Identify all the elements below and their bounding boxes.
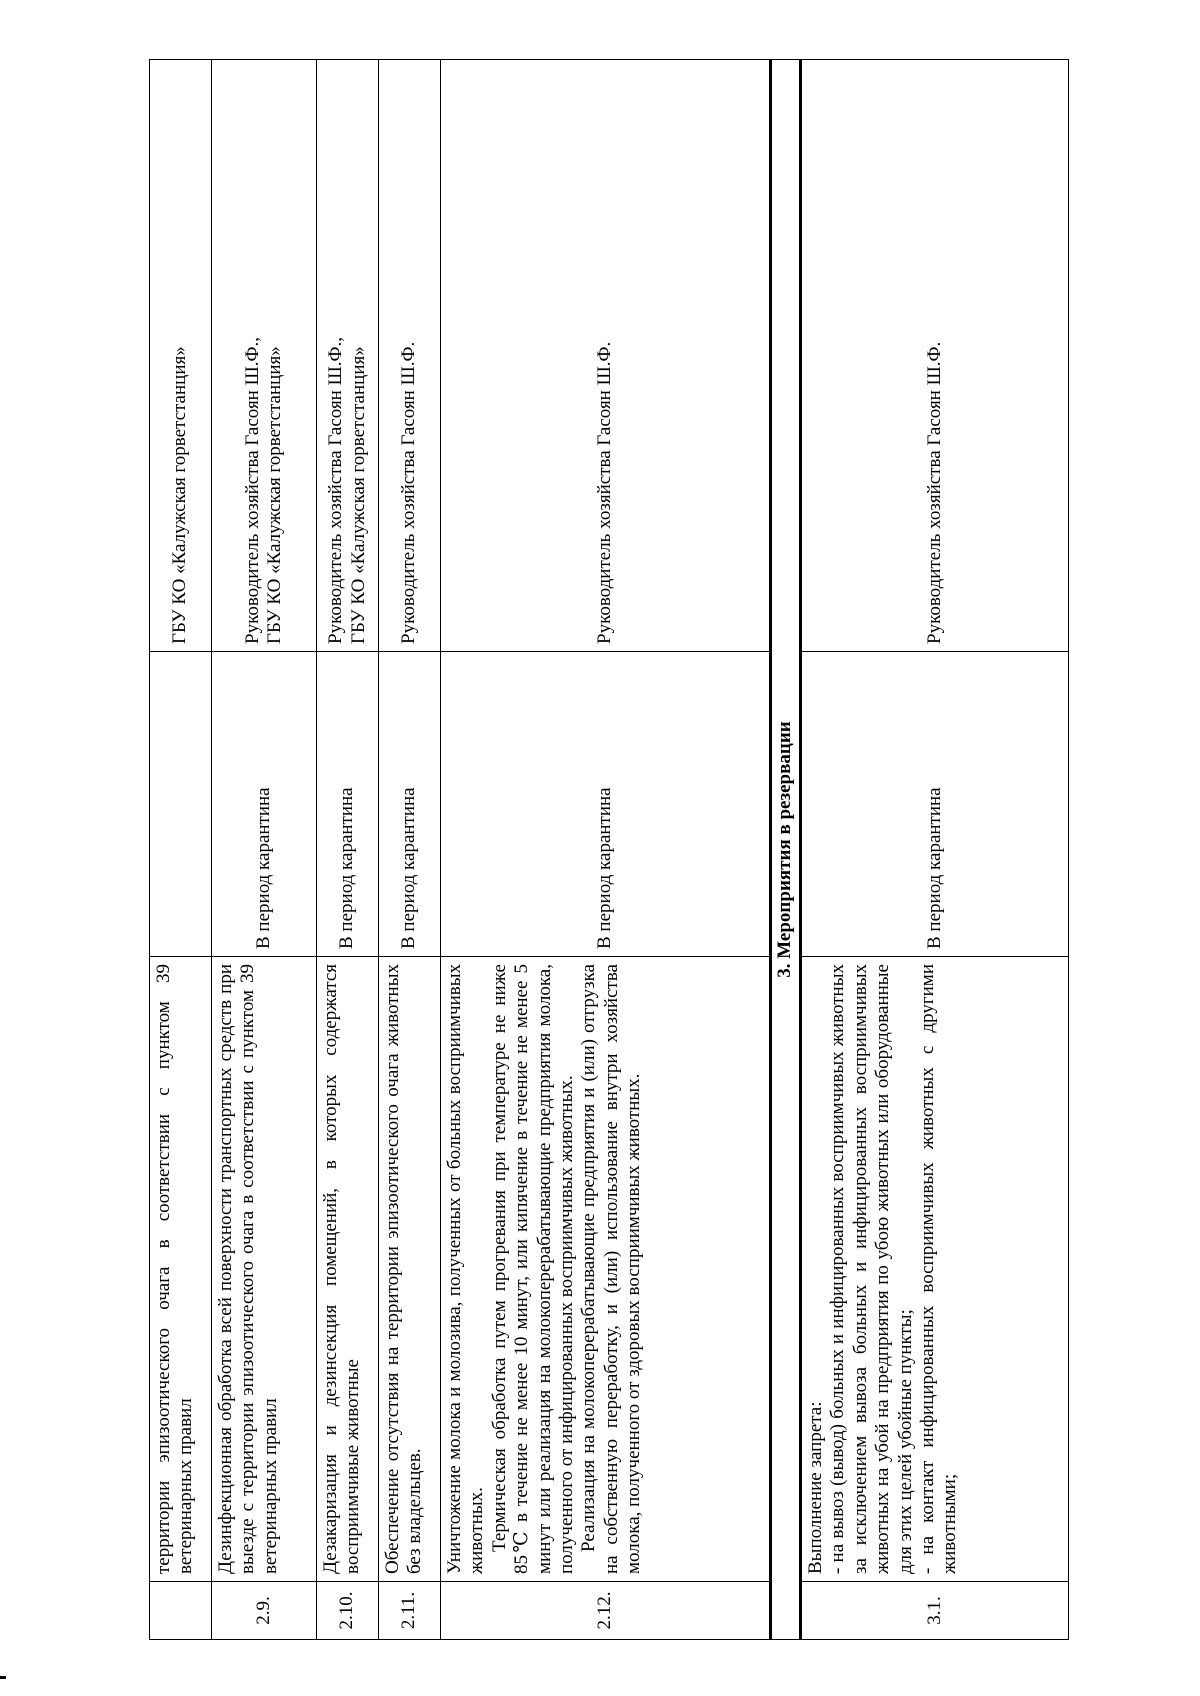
- term-cell: В период карантина: [441, 652, 771, 957]
- action-text: Обеспечение отсутствия на территории эпизоотического очага животных без владельцев.: [382, 964, 426, 1574]
- action-text: - на контакт инфицированных восприимчивых животных с другими животными;: [917, 964, 961, 1574]
- table-row: [212, 60, 317, 1640]
- table-row: [150, 60, 212, 1640]
- responsible-line: Руководитель хозяйства Гасоян Ш.Ф.: [593, 341, 615, 644]
- responsible-cell: [317, 60, 379, 652]
- responsible-line: Руководитель хозяйства Гасоян Ш.Ф.: [923, 341, 945, 644]
- quarantine-measures-table: [149, 59, 1069, 1640]
- action-text: Реализация на молокоперерабатывающие предприятия и (или) отгрузка на собственную переработку, и (или) использование внутри хозяйства молока, полученного от здоровых восприимчивых животных.: [578, 964, 645, 1574]
- scan-mark: [0, 1676, 6, 1679]
- row-number: 3.1.: [801, 1582, 1069, 1640]
- term-cell: В период карантина: [317, 652, 379, 957]
- responsible-line: Руководитель хозяйства Гасоян Ш.Ф.: [398, 341, 420, 644]
- table-row: [801, 60, 1069, 1640]
- responsible-cell: [379, 60, 441, 652]
- responsible-line: Руководитель хозяйства Гасоян Ш.Ф.,: [241, 336, 263, 644]
- responsible-line: Руководитель хозяйства Гасоян Ш.Ф.,: [325, 336, 347, 644]
- responsible-cell: [441, 60, 771, 652]
- table-row: [317, 60, 379, 1640]
- term-cell: В период карантина: [801, 652, 1069, 957]
- action-cell: [150, 957, 212, 1582]
- action-text: - на вывоз (вывод) больных и инфицированных восприимчивых животных за исключением вывоза больных и инфицированных восприимчивых животных на убой на предприятия по убою животных или оборудованные для этих целей убойные пункты;: [827, 964, 916, 1574]
- responsible-cell: [150, 60, 212, 652]
- row-number: 2.12.: [441, 1582, 771, 1640]
- section-title: 3. Мероприятия в резервации: [771, 60, 801, 1640]
- responsible-cell: [801, 60, 1069, 652]
- rotated-table-sheet: [149, 60, 1069, 1640]
- action-cell: [317, 957, 379, 1582]
- action-text: территории эпизоотического очага в соответствии с пунктом 39 ветеринарных правил: [153, 964, 197, 1574]
- action-text: Дезинфекционная обработка всей поверхности транспортных средств при выезде с территории эпизоотического очага в соответствии с пунктом 39 ветеринарных правил: [215, 964, 281, 1574]
- action-cell: [801, 957, 1069, 1582]
- action-text: Выполнение запрета:: [805, 1401, 826, 1574]
- action-cell: [379, 957, 441, 1582]
- action-text: Термическая обработка путем прогревания при температуре не ниже 85℃ в течение не менее 10 минут, или кипячение в течение не менее 5 минут или реализация на молокоперерабатывающие предприятия молока, полученного от инфицированных восприимчивых животных.: [488, 964, 578, 1574]
- section-header-row: [771, 60, 801, 1640]
- term-cell: [150, 652, 212, 957]
- action-cell: [441, 957, 771, 1582]
- action-text: Дезакаризация и дезинсекция помещений, в которых содержатся восприимчивые животные: [320, 964, 364, 1574]
- term-cell: В период карантина: [212, 652, 317, 957]
- table-row: [441, 60, 771, 1640]
- term-cell: В период карантина: [379, 652, 441, 957]
- row-number: [150, 1582, 212, 1640]
- responsible-line: ГБУ КО «Калужская горветстанция»: [169, 346, 191, 644]
- responsible-line: ГБУ КО «Калужская горветстанция»: [264, 346, 285, 644]
- action-text: Уничтожение молока и молозива, полученных от больных восприимчивых животных.: [444, 964, 488, 1574]
- table-row: [379, 60, 441, 1640]
- action-cell: [212, 957, 317, 1582]
- row-number: 2.10.: [317, 1582, 379, 1640]
- responsible-line: ГБУ КО «Калужская горветстанция»: [347, 346, 369, 644]
- row-number: 2.9.: [212, 1582, 317, 1640]
- row-number: 2.11.: [379, 1582, 441, 1640]
- responsible-cell: [212, 60, 317, 652]
